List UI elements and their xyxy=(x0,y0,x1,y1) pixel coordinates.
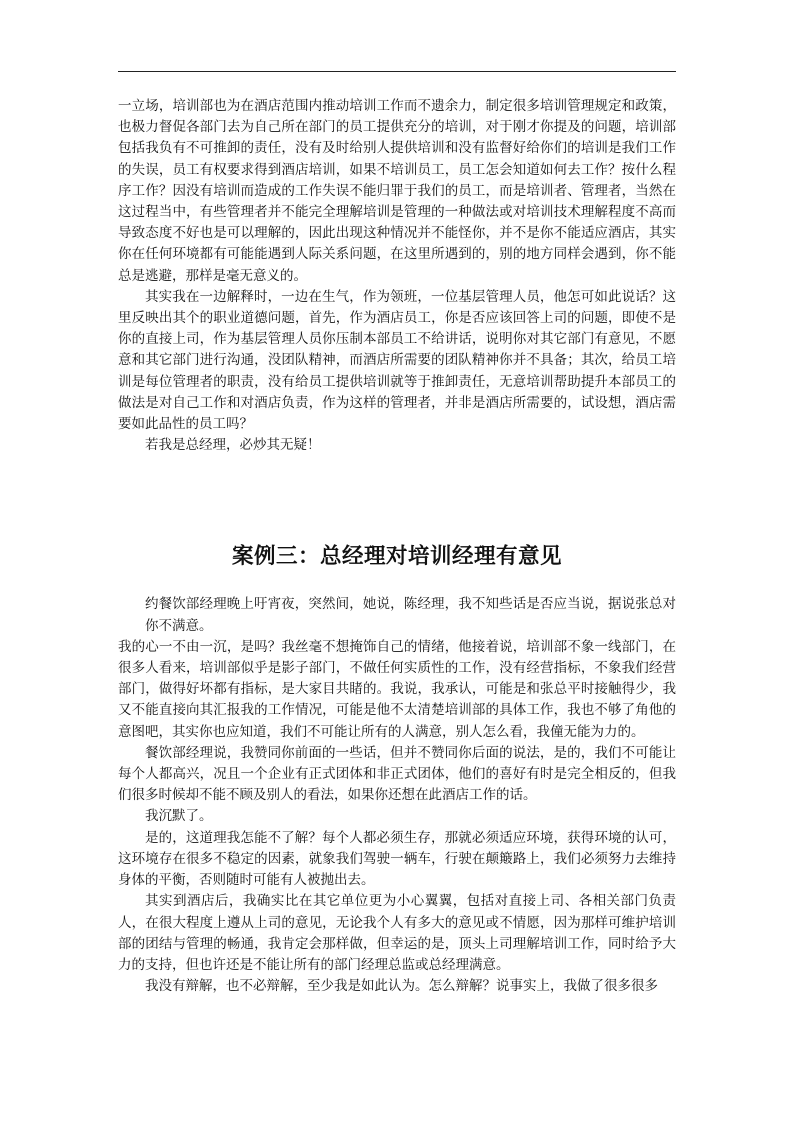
paragraph-top-3: 若我是总经理，必炒其无疑！ xyxy=(145,437,321,454)
document-body xyxy=(118,96,676,997)
paragraph-bottom-4: 我沉默了。 xyxy=(145,808,213,825)
paragraph-bottom-2: 我的心一不由一沉，是吗？我丝毫不想掩饰自己的情绪，他接着说，培训部不象一线部门，在很多人看来，培训部似乎是影子部门，不做任何实质性的工作，没有经营指标，不象我们经营部门，做得好坏都有指标，是大家目共睹的。我说，我承认，可能是和张总平时接触得少，我又不能直接向其汇报我的工作情况，可能是他不太清楚培训部的具体工作，我也不够了角他的意图吧，其实你也应知道，我们不可能让所有的人满意，别人怎么看，我僮无能为力的。 xyxy=(118,638,676,740)
section-gap xyxy=(118,456,676,542)
paragraph-bottom-7: 我没有辩解，也不必辩解，至少我是如此认为。怎么辩解？说事实上，我做了很多很多 xyxy=(145,978,658,995)
paragraph-bottom-5: 是的，这道理我怎能不了解？每个人都必须生存，那就必须适应环境，获得环境的认可，这环境存在很多不稳定的因素，就象我们驾驶一辆车，行驶在颠簸路上，我们必须努力去维持身体的平衡，否则随时可能有人被抛出去。 xyxy=(118,829,676,889)
paragraph-top-2: 其实我在一边解释时，一边在生气，作为领班，一位基层管理人员，他怎可如此说话？这里反映出其个的职业道德问题，首先，作为酒店员工，你是否应该回答上司的问题，即使不是你的直接上司，作为基层管理人员你压制本部员工不给讲话，说明你对其它部门有意见，不愿意和其它部门进行沟通，没团队精神，而酒店所需要的团队精神你并不具备；其次，给员工培训是每位管理者的职责，没有给员工提供培训就等于推卸责任，无意培训帮助提升本部员工的做法是对自己工作和对酒店负责，作为这样的管理者，并非是酒店所需要的，试设想，酒店需要如此品性的员工吗？ xyxy=(118,288,676,433)
paragraph-bottom-3: 餐饮部经理说，我赞同你前面的一些话，但并不赞同你后面的说法，是的，我们不可能让每个人都高兴，况且一个企业有正式团体和非正式团体，他们的喜好有时是完全相反的，但我们很多时候却不能不顾及别人的看法，如果你还想在此酒店工作的话。 xyxy=(118,744,676,804)
case-title: 案例三：总经理对培训经理有意见 xyxy=(231,544,562,570)
paragraph-top-1: 一立场，培训部也为在酒店范围内推动培训工作而不遗余力，制定很多培训管理规定和政策，也极力督促各部门去为自己所在部门的员工提供充分的培训，对于刚才你提及的问题，培训部包括我负有不可推卸的责任，没有及时给别人提供培训和没有监督好给你们的培训是我们工作的失误，员工有权要求得到酒店培训，如果不培训员工，员工怎会知道如何去工作？按什么程序工作？因没有培训而造成的工作失误不能归罪于我们的员工，而是培训者、管理者，当然在这过程当中，有些管理者并不能完全理解培训是管理的一种做法或对培训技术理解程度不高而导致态度不好也是可以理解的，因此出现这种情况并不能怪你，并不是你不能适应酒店，其实你在任何环境都有可能能遇到人际关系问题，在这里所遇到的，别的地方同样会遇到，你不能总是逃避，那样是毫无意义的。 xyxy=(118,98,676,284)
title-gap xyxy=(118,572,676,594)
header-rule xyxy=(118,71,676,72)
paragraph-bottom-1: 约餐饮部经理晚上吁宵夜，突然间，她说，陈经理，我不知些话是否应当说，据说张总对你不满意。 xyxy=(145,596,676,634)
paragraph-bottom-6: 其实到酒店后，我确实比在其它单位更为小心翼翼，包括对直接上司、各相关部门负责人，在很大程度上遵从上司的意见，无论我个人有多大的意见或不情愿，因为那样可维护培训部的团结与管理的畅通，我肯定会那样做，但幸运的是，顶头上司理解培训工作，同时给予大力的支持，但也许还是不能让所有的部门经理总监或总经理满意。 xyxy=(118,893,676,973)
